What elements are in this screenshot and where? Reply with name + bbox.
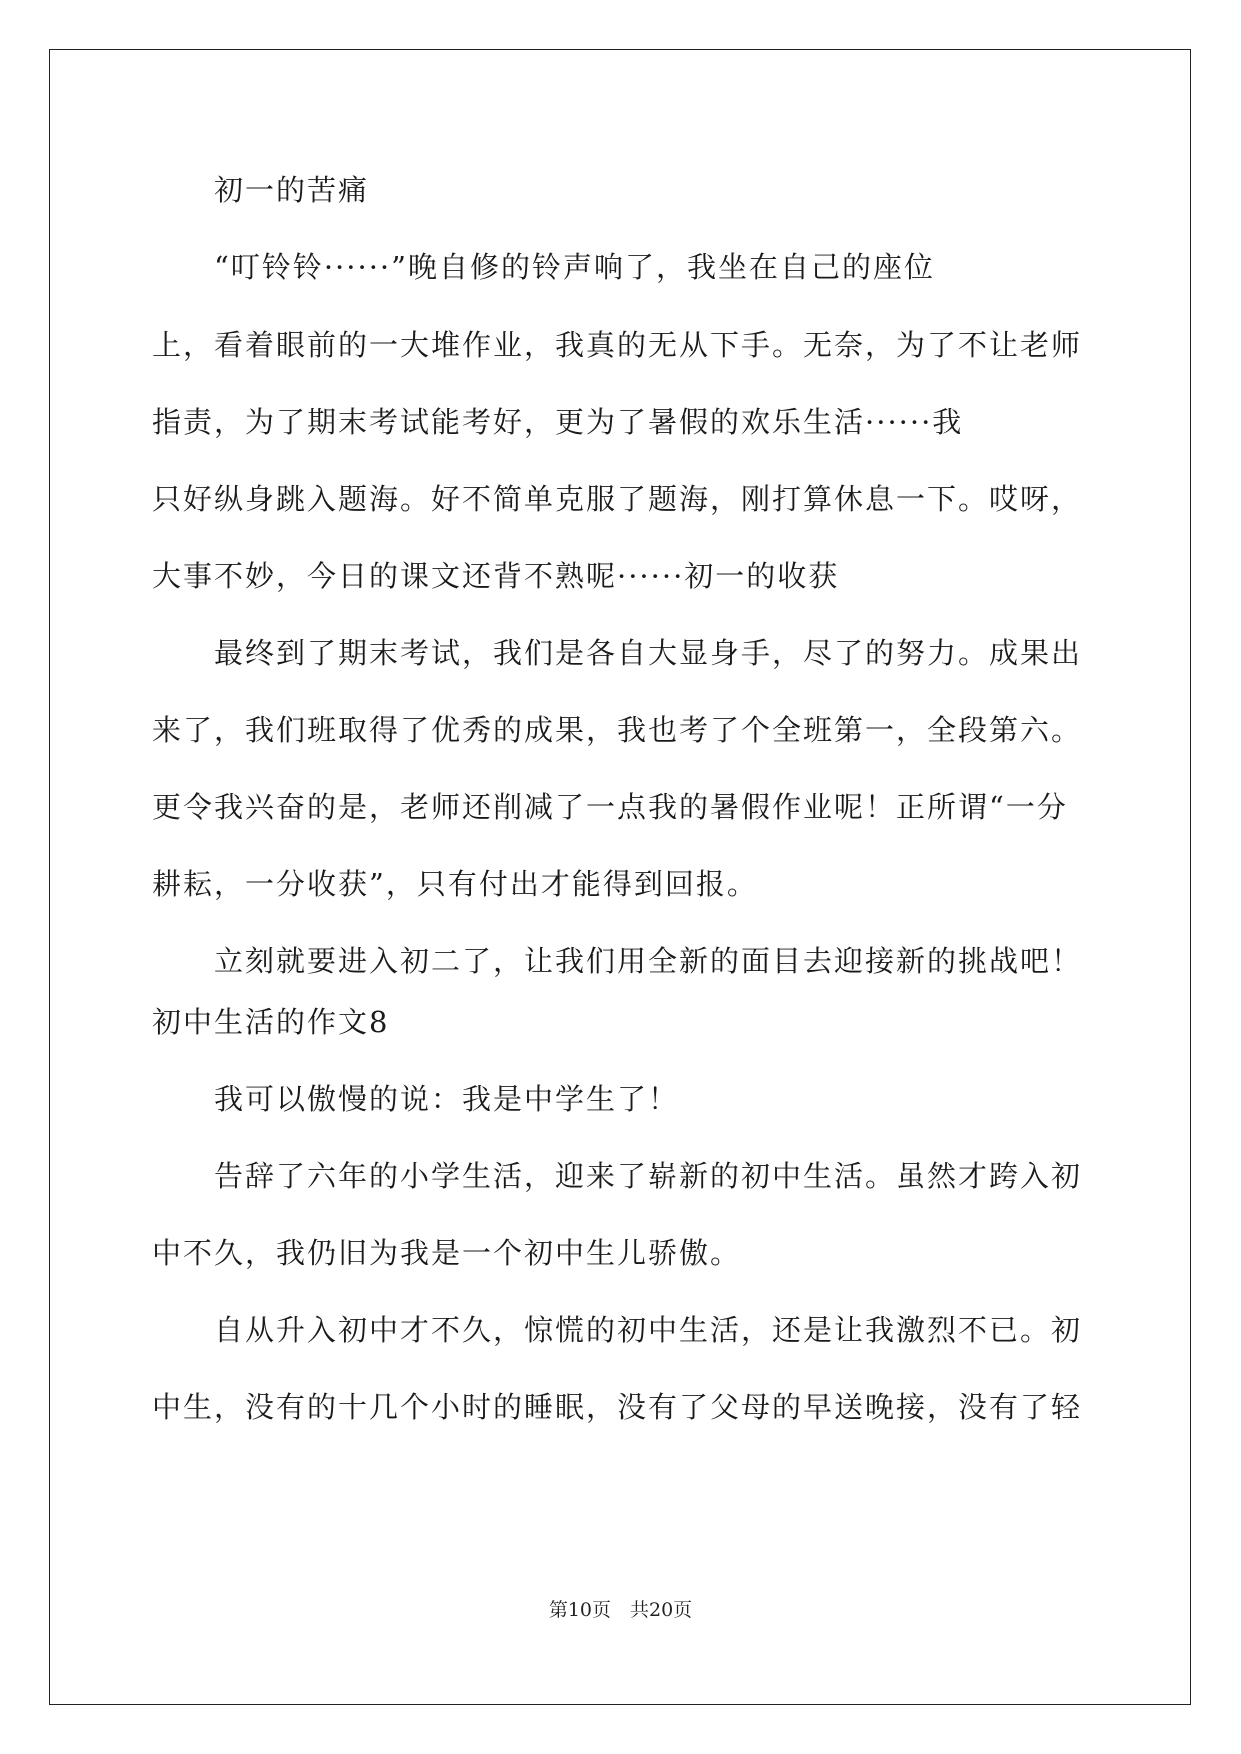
paragraph-line: “叮铃铃······”晚自修的铃声响了，我坐在自己的座位 — [214, 250, 935, 284]
paragraph-line: 中不久，我仍旧为我是一个初中生儿骄傲。 — [152, 1236, 742, 1270]
paragraph-line: 只好纵身跳入题海。好不简单克服了题海，刚打算休息一下。哎呀， — [152, 482, 1083, 516]
paragraph-line: 更令我兴奋的是，老师还削减了一点我的暑假作业呢！正所谓“一分 — [152, 790, 1068, 824]
paragraph-line: 我可以傲慢的说：我是中学生了！ — [214, 1082, 680, 1116]
paragraph-line: 自从升入初中才不久，惊慌的初中生活，还是让我激烈不已。初 — [214, 1313, 1083, 1347]
page-number: 第10页 共20页 — [548, 1599, 693, 1621]
paragraph-line: 中生，没有的十几个小时的睡眠，没有了父母的早送晚接，没有了轻 — [152, 1390, 1083, 1424]
paragraph-line: 上，看着眼前的一大堆作业，我真的无从下手。无奈，为了不让老师 — [152, 328, 1083, 362]
section-heading: 初一的苦痛 — [214, 173, 370, 207]
paragraph-line: 来了，我们班取得了优秀的成果，我也考了个全班第一，全段第六。 — [152, 713, 1083, 747]
paragraph-line: 指责，为了期末考试能考好，更为了暑假的欢乐生活······我 — [152, 405, 964, 439]
paragraph-line: 告辞了六年的小学生活，迎来了崭新的初中生活。虽然才跨入初 — [214, 1159, 1083, 1193]
paragraph-line: 立刻就要进入初二了，让我们用全新的面目去迎接新的挑战吧！ — [214, 944, 1083, 978]
paragraph-line: 耕耘，一分收获”，只有付出才能得到回报。 — [152, 867, 758, 901]
paragraph-line: 最终到了期末考试，我们是各自大显身手，尽了的努力。成果出 — [214, 636, 1083, 670]
section-heading: 初中生活的作文8 — [152, 1005, 390, 1039]
paragraph-line: 大事不妙，今日的课文还背不熟呢······初一的收获 — [152, 559, 840, 593]
